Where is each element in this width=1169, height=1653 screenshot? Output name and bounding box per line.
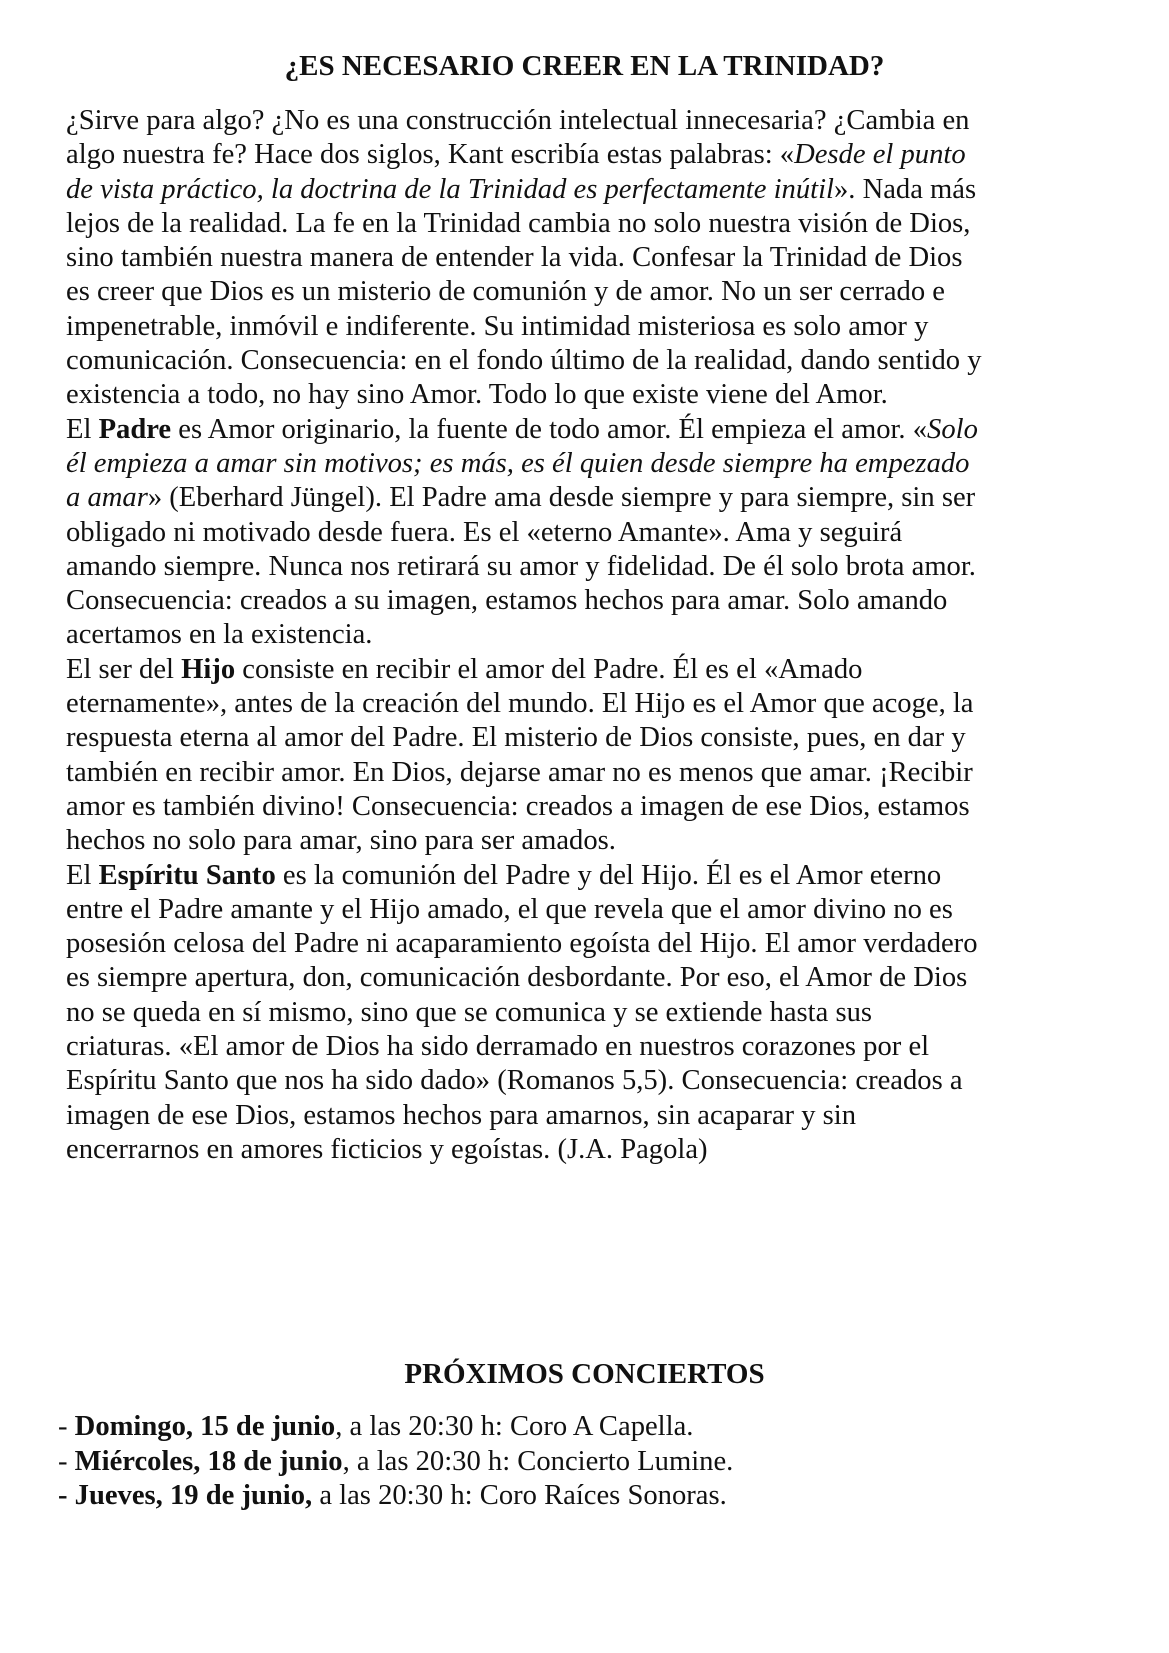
bold-text: Espíritu Santo <box>98 859 276 891</box>
text-segment: comunicación. Consecuencia: en el fondo último de la realidad, dando sentido y <box>66 345 982 377</box>
text-segment: consiste en recibir el amor del Padre. Él es el «Amado <box>235 653 863 685</box>
article-line <box>66 378 1126 412</box>
text-segment: a las 20:30 h: Coro Raíces Sonoras. <box>312 1480 727 1511</box>
article-line <box>66 584 1126 618</box>
article-line <box>66 1064 1126 1098</box>
article-line <box>66 481 1126 515</box>
italic-text: a amar <box>66 482 148 514</box>
article-line <box>66 721 1126 755</box>
article-line <box>66 927 1126 961</box>
article-line <box>66 138 1126 172</box>
text-segment: posesión celosa del Padre ni acaparamiento egoísta del Hijo. El amor verdadero <box>66 928 978 960</box>
text-segment: es siempre apertura, don, comunicación desbordante. Por eso, el Amor de Dios <box>66 962 968 994</box>
text-segment: encerrarnos en amores ficticios y egoístas. (J.A. Pagola) <box>66 1133 708 1165</box>
concerts-title: PRÓXIMOS CONCIERTOS <box>404 1358 765 1390</box>
text-segment: entre el Padre amante y el Hijo amado, el que revela que el amor divino no es <box>66 893 953 925</box>
bold-text: Padre <box>98 413 172 445</box>
article-title: ¿ES NECESARIO CREER EN LA TRINIDAD? <box>284 50 885 82</box>
concert-item <box>58 1445 733 1480</box>
article-body <box>66 104 1126 1167</box>
article-line <box>66 996 1126 1030</box>
bold-text: - Jueves, 19 de junio, <box>58 1480 313 1511</box>
concert-item <box>58 1410 733 1445</box>
italic-text: él empieza a amar sin motivos; es más, es él quien desde siempre ha empezado <box>66 447 970 479</box>
article-line <box>66 344 1126 378</box>
text-segment: acertamos en la existencia. <box>66 619 373 651</box>
article-line <box>66 653 1126 687</box>
text-segment: - <box>58 1411 75 1442</box>
italic-text: Desde el punto <box>794 139 966 171</box>
article-line <box>66 275 1126 309</box>
text-segment: existencia a todo, no hay sino Amor. Todo lo que existe viene del Amor. <box>66 379 888 411</box>
text-segment: Espíritu Santo que nos ha sido dado» (Romanos 5,5). Consecuencia: creados a <box>66 1065 963 1097</box>
article-line <box>66 413 1126 447</box>
article-line <box>66 447 1126 481</box>
article-line <box>66 618 1126 652</box>
article-line <box>66 241 1126 275</box>
text-segment: El <box>66 413 99 445</box>
text-segment: amor es también divino! Consecuencia: creados a imagen de ese Dios, estamos <box>66 790 970 822</box>
article-line <box>66 516 1126 550</box>
text-segment: sino también nuestra manera de entender la vida. Confesar la Trinidad de Dios <box>66 242 963 274</box>
article-line <box>66 104 1126 138</box>
text-segment: es creer que Dios es un misterio de comunión y de amor. No un ser cerrado e <box>66 276 945 308</box>
text-segment: , a las 20:30 h: Concierto Lumine. <box>342 1445 734 1477</box>
article-line <box>66 824 1126 858</box>
text-segment: no se queda en sí mismo, sino que se comunica y se extiende hasta sus <box>66 996 873 1028</box>
text-segment: hechos no solo para amar, sino para ser amados. <box>66 825 616 857</box>
text-segment: ¿Sirve para algo? ¿No es una construcción intelectual innecesaria? ¿Cambia en <box>66 105 970 136</box>
text-segment: , a las 20:30 h: Coro A Capella. <box>335 1411 694 1442</box>
text-segment: Consecuencia: creados a su imagen, estamos hechos para amar. Solo amando <box>66 585 948 617</box>
article-line <box>66 1099 1126 1133</box>
text-segment: impenetrable, inmóvil e indiferente. Su intimidad misteriosa es solo amor y <box>66 310 929 342</box>
article-line <box>66 173 1126 207</box>
text-segment: obligado ni motivado desde fuera. Es el «eterno Amante». Ama y seguirá <box>66 516 903 548</box>
text-segment: es Amor originario, la fuente de todo amor. Él empieza el amor. « <box>171 413 928 445</box>
article-line <box>66 550 1126 584</box>
text-segment: » (Eberhard Jüngel). El Padre ama desde siempre y para siempre, sin ser <box>147 482 976 514</box>
text-segment: criaturas. «El amor de Dios ha sido derramado en nuestros corazones por el <box>66 1031 930 1063</box>
text-segment: es la comunión del Padre y del Hijo. Él es el Amor eterno <box>275 859 942 891</box>
article-line <box>66 1030 1126 1064</box>
concerts-list <box>58 1410 733 1514</box>
article-line <box>66 687 1126 721</box>
text-segment: respuesta eterna al amor del Padre. El misterio de Dios consiste, pues, en dar y <box>66 722 966 754</box>
bold-text: Miércoles, 18 de junio <box>74 1445 343 1477</box>
text-segment: eternamente», antes de la creación del mundo. El Hijo es el Amor que acoge, la <box>66 688 974 720</box>
article-line <box>66 790 1126 824</box>
article-line <box>66 207 1126 241</box>
text-segment: - <box>58 1445 75 1477</box>
text-segment: El <box>66 859 99 891</box>
article-line <box>66 756 1126 790</box>
article-line <box>66 1133 1126 1167</box>
italic-text: Solo <box>927 413 978 445</box>
article-line <box>66 310 1126 344</box>
text-segment: amando siempre. Nunca nos retirará su amor y fidelidad. De él solo brota amor. <box>66 550 976 582</box>
bold-text: Domingo, 15 de junio <box>74 1411 336 1442</box>
article-line <box>66 961 1126 995</box>
text-segment: algo nuestra fe? Hace dos siglos, Kant escribía estas palabras: « <box>66 139 795 171</box>
bold-text: Hijo <box>181 653 236 685</box>
text-segment: lejos de la realidad. La fe en la Trinidad cambia no solo nuestra visión de Dios, <box>66 207 971 239</box>
text-segment: El ser del <box>66 653 182 685</box>
italic-text: de vista práctico, la doctrina de la Trinidad es perfectamente inútil <box>66 173 834 205</box>
text-segment: imagen de ese Dios, estamos hechos para amarnos, sin acaparar y sin <box>66 1099 857 1131</box>
article-line <box>66 893 1126 927</box>
text-segment: también en recibir amor. En Dios, dejarse amar no es menos que amar. ¡Recibir <box>66 756 973 788</box>
text-segment: ». Nada más <box>833 173 977 205</box>
article-line <box>66 859 1126 893</box>
concert-item <box>58 1479 733 1514</box>
